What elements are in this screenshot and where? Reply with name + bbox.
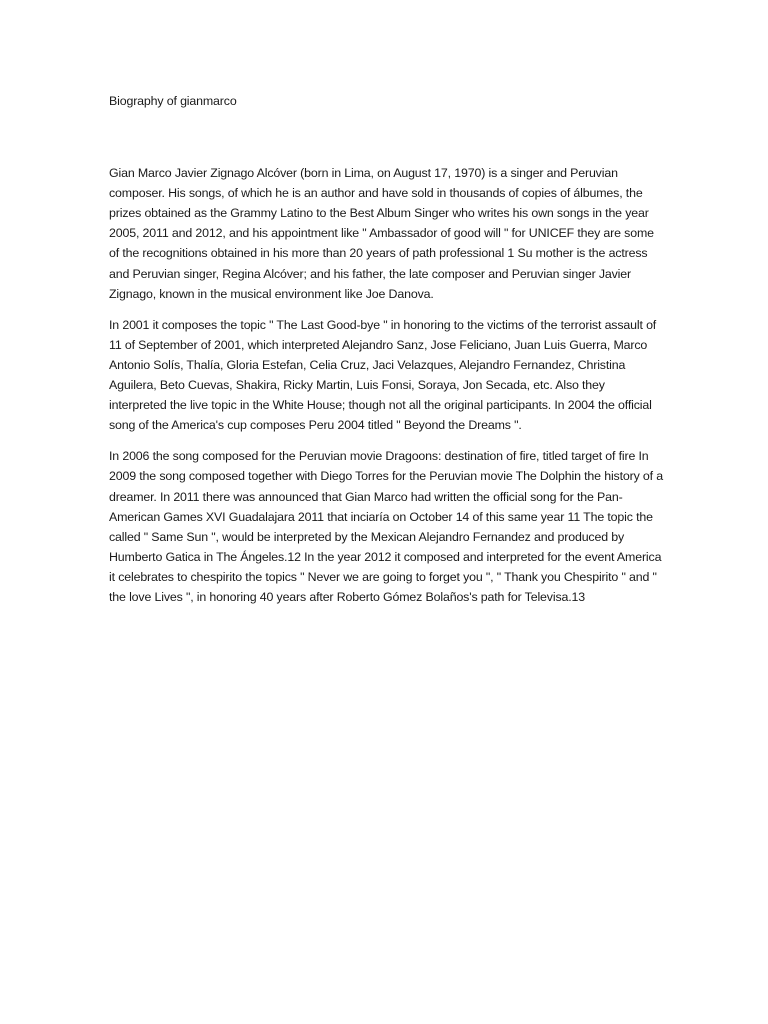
paragraph-2006-onward: In 2006 the song composed for the Peruvian movie Dragoons: destination of fire, titled target of fire In 2009 the song composed together with Diego Torres for the Peruvian movie The Dolphin the history of a dreamer. In 2011 there was announced that Gian Marco had written the official song for the Pan-American Games XVI Guadalajara 2011 that inciaría on October 14 of this same year 11 The topic the called " Same Sun ", would be interpreted by the Mexican Alejandro Fernandez and produced by Humberto Gatica in The Ángeles.12 In the year 2012 it composed and interpreted for the event America it celebrates to chespirito the topics " Never we are going to forget you ", " Thank you Chespirito " and " the love Lives ", in honoring 40 years after Roberto Gómez Bolaños's path for Televisa.13: [109, 449, 664, 604]
paragraph-early-life: Gian Marco Javier Zignago Alcóver (born in Lima, on August 17, 1970) is a singer and Peruvian composer. His songs, of which he is an author and have sold in thousands of copies of álbumes, the prizes obtained as the Grammy Latino to the Best Album Singer who writes his own songs in the year 2005, 2011 and 2012, and his appointment like " Ambassador of good will " for UNICEF they are some of the recognitions obtained in his more than 20 years of path professional 1 Su mother is the actress and Peruvian singer, Regina Alcóver; and his father, the late composer and Peruvian singer Javier Zignago, known in the musical environment like Joe Danova.: [109, 166, 654, 301]
document-body: [109, 91, 665, 618]
paragraph-2001-tribute: In 2001 it composes the topic " The Last Good-bye " in honoring to the victims of the terrorist assault of 11 of September of 2001, which interpreted Alejandro Sanz, Jose Feliciano, Juan Luis Guerra, Marco Antonio Solís, Thalía, Gloria Estefan, Celia Cruz, Jaci Velazques, Alejandro Fernandez, Christina Aguilera, Beto Cuevas, Shakira, Ricky Martin, Luis Fonsi, Soraya, Jon Secada, etc. Also they interpreted the live topic in the White House; though not all the original participants. In 2004 the official song of the America's cup composes Peru 2004 titled " Beyond the Dreams ".: [109, 317, 657, 433]
document-title: Biography of gianmarco: [109, 94, 237, 108]
